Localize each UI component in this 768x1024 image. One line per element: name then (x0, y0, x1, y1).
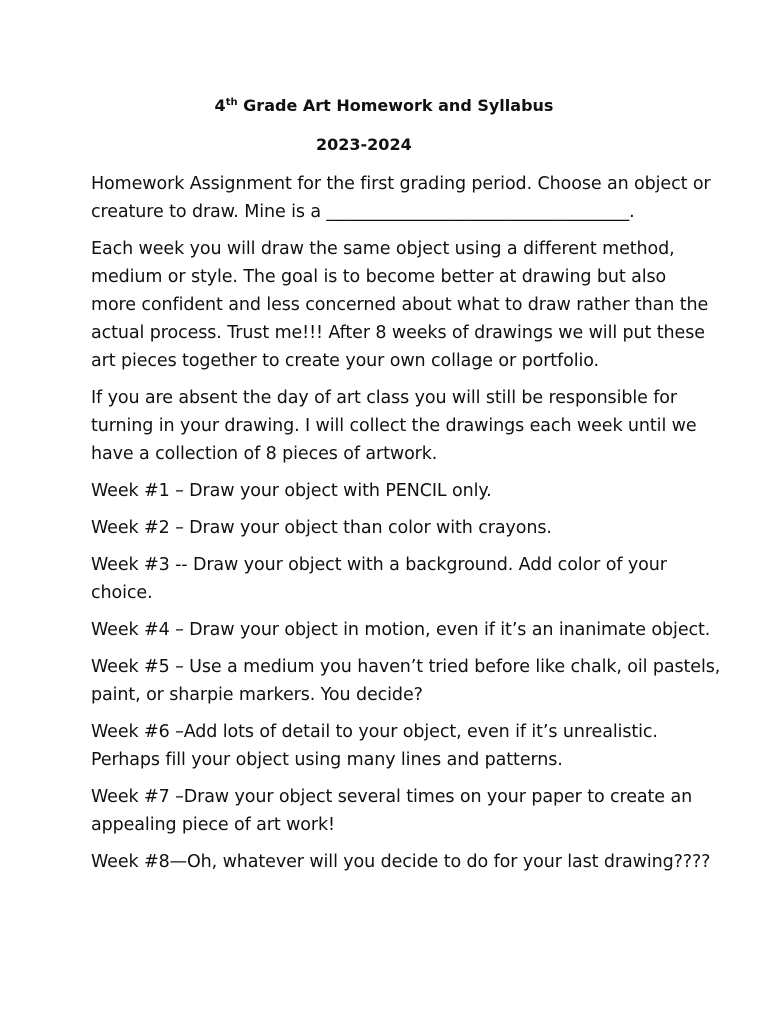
weekly-method-line-3: more confident and less concerned about what to draw rather than the (91, 295, 709, 315)
week-4-line-1: Week #4 – Draw your object in motion, even if it’s an inanimate object. (91, 620, 711, 640)
assignment-paragraph (91, 170, 711, 226)
grade-suffix: th (225, 97, 238, 108)
absence-line-2: turning in your drawing. I will collect the drawings each week until we (91, 416, 697, 436)
absence-line-3: have a collection of 8 pieces of artwork. (91, 444, 438, 464)
week-5-item (91, 653, 721, 709)
grade-number: 4 (214, 96, 226, 115)
week-6-line-1: Week #6 –Add lots of detail to your object, even if it’s unrealistic. (91, 722, 658, 742)
week-7-line-2: appealing piece of art work! (91, 815, 335, 835)
week-4-item (91, 616, 711, 644)
week-7-item (91, 783, 691, 839)
absence-paragraph (91, 384, 697, 468)
weekly-method-paragraph (91, 235, 709, 375)
week-1-item (91, 477, 691, 505)
week-1-line-1: Week #1 – Draw your object with PENCIL only. (91, 481, 492, 501)
week-2-line-1: Week #2 – Draw your object than color with crayons. (91, 518, 552, 538)
week-7-line-1: Week #7 –Draw your object several times on your paper to create an (91, 787, 693, 807)
week-6-line-2: Perhaps fill your object using many lines and patterns. (91, 750, 563, 770)
document-body (91, 170, 721, 885)
week-8-item (91, 848, 711, 876)
document-title (0, 94, 768, 118)
weekly-method-line-2: medium or style. The goal is to become better at drawing but also (91, 267, 667, 287)
weekly-method-line-4: actual process. Trust me!!! After 8 weeks of drawings we will put these (91, 323, 705, 343)
school-year: 2023-2024 (316, 135, 412, 154)
week-6-item (91, 718, 691, 774)
assignment-line-2: creature to draw. Mine is a ___________________________________. (91, 202, 635, 222)
week-2-item (91, 514, 691, 542)
assignment-line-1: Homework Assignment for the first grading period. Choose an object or (91, 174, 711, 194)
week-3-item (91, 551, 691, 607)
absence-line-1: If you are absent the day of art class you will still be responsible for (91, 388, 677, 408)
title-text: Grade Art Homework and Syllabus (237, 96, 554, 115)
week-5-line-1: Week #5 – Use a medium you haven’t tried before like chalk, oil pastels, (91, 657, 721, 677)
week-3-line-1: Week #3 -- Draw your object with a background. Add color of your (91, 555, 667, 575)
weekly-method-line-1: Each week you will draw the same object using a different method, (91, 239, 675, 259)
week-3-line-2: choice. (91, 583, 153, 603)
week-5-line-2: paint, or sharpie markers. You decide? (91, 685, 423, 705)
weekly-method-line-5: art pieces together to create your own collage or portfolio. (91, 351, 600, 371)
week-8-line-1: Week #8—Oh, whatever will you decide to do for your last drawing???? (91, 852, 711, 872)
